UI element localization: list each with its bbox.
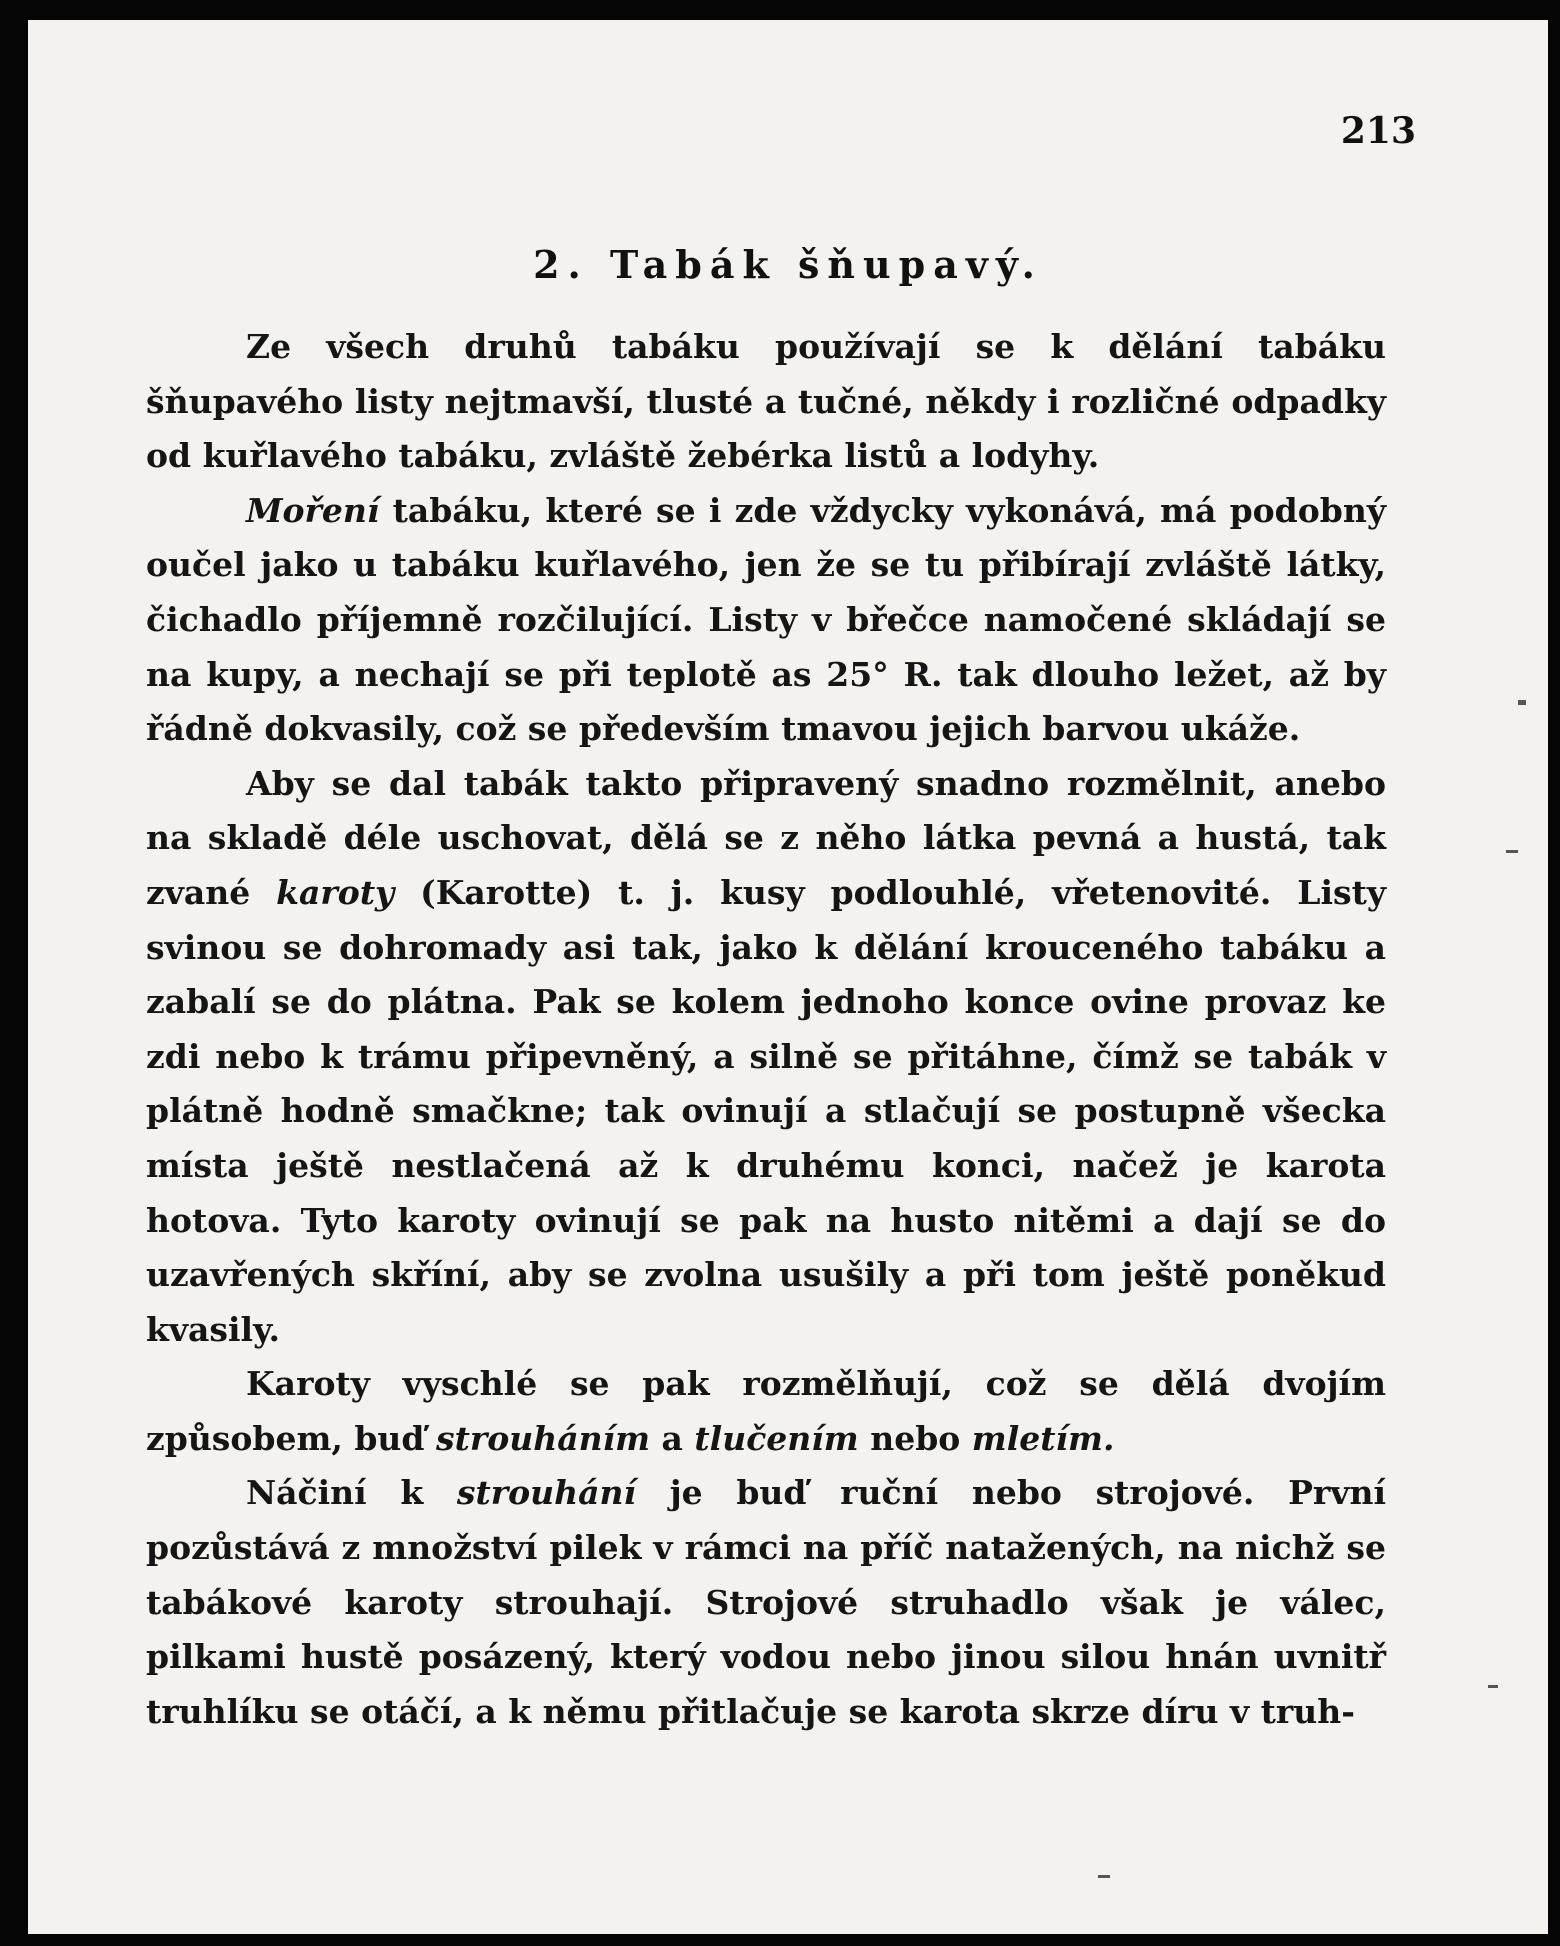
scan-speck — [1506, 850, 1518, 853]
text-segment: Karoty vyschlé se pak rozmělňují, což se dělá dvojím způsobem, buď — [146, 1364, 1386, 1458]
text-segment: tabáku, které se i zde vždycky vykonává, má podobný oučel jako u tabáku kuřlavého, jen že se tu přibírají zvláště látky, čichadlo příjemně rozčilující. Listy v břečce namočené skládají se na kupy, a nechají se při teplotě as 25° R. tak dlouho ležet, až by řádně dokvasily, což se především tmavou jejich barvou ukáže. — [146, 490, 1386, 749]
text-segment: Aby se dal tabák takto připravený snadno rozmělnit, anebo na skladě déle uschovat, dělá se z něho látka pevná a hustá, tak zvané — [146, 763, 1386, 912]
text-segment: Ze všech druhů tabáku používají se k dělání tabáku šňupavého listy nejtmavší, tlusté a tučné, někdy i rozličné odpadky od kuřlavého tabáku, zvláště žebérka listů a lodyhy. — [146, 327, 1386, 476]
text-segment: nebo — [858, 1418, 972, 1458]
paragraph — [146, 320, 1386, 484]
text-segment-italic: karoty — [276, 872, 395, 912]
text-segment: Náčiní k — [246, 1473, 457, 1513]
text-segment: je buď ruční nebo strojové. První pozůstává z množství pilek v rámci na příč natažených, na nichž se tabákové karoty strouhají. Strojové struhadlo však je válec, pilkami hustě posázený, který vodou nebo jinou silou hnán uvnitř truhlíku se otáčí, a k němu přitlačuje se karota skrze díru v truh- — [146, 1473, 1386, 1731]
body-text — [146, 320, 1386, 1739]
text-segment: (Karotte) t. j. kusy podlouhlé, vřetenovité. Listy svinou se dohromady asi tak, jako k dělání krouceného tabáku a zabalí se do plátna. Pak se kolem jednoho konce ovine provaz ke zdi nebo k trámu připevněný, a silně se přitáhne, čímž se tabák v plátně hodně smačkne; tak ovinují a stlačují se postupně všecka místa ještě nestlačená až k druhému konci, načež je karota hotova. Tyto karoty ovinují se pak na husto nitěmi a dají se do uzavřených skříní, aby se zvolna usušily a při tom ještě poněkud kvasily. — [146, 872, 1386, 1349]
text-segment-italic: mletím. — [971, 1418, 1115, 1458]
text-segment-italic: tlučením — [694, 1418, 859, 1458]
paragraph — [146, 1466, 1386, 1739]
text-segment-italic: strouhání — [456, 1473, 637, 1513]
scan-speck — [1098, 1875, 1110, 1878]
scanned-page — [28, 20, 1548, 1934]
scan-speck — [1518, 700, 1526, 705]
paragraph — [146, 757, 1386, 1358]
scan-speck — [1488, 1685, 1498, 1688]
section-heading: 2. Tabák šňupavý. — [533, 242, 1043, 287]
paragraph — [146, 1357, 1386, 1466]
text-segment: a — [650, 1418, 695, 1458]
text-segment-italic: strouháním — [436, 1418, 651, 1458]
text-segment-italic: Moření — [246, 490, 380, 530]
paragraph — [146, 484, 1386, 757]
page-number: 213 — [1340, 110, 1416, 152]
